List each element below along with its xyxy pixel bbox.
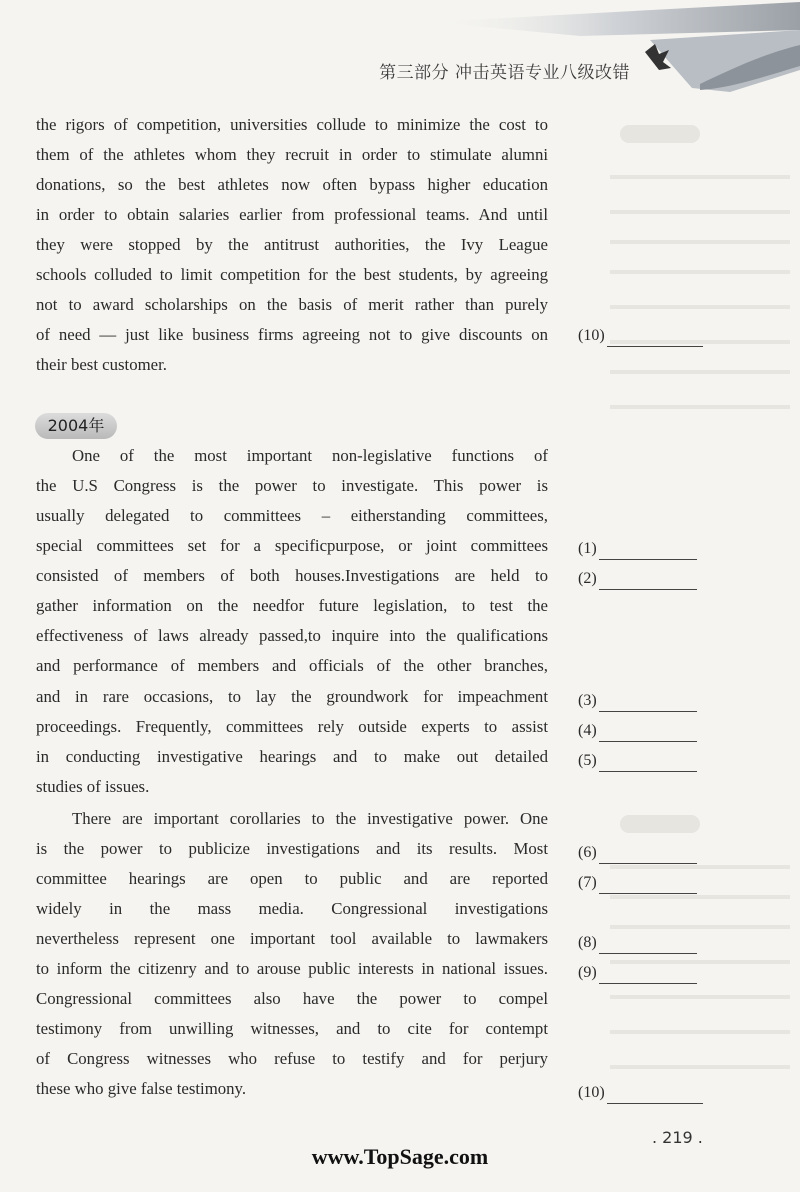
blank-number: (10) (578, 327, 605, 344)
blank-underline (599, 937, 697, 954)
text-line: committee hearings are open to public and are reported (36, 869, 548, 888)
blank-underline (607, 1087, 703, 1104)
blank-underline (599, 725, 697, 742)
text-line: widely in the mass media. Congressional investigations (36, 899, 548, 918)
section-2-paragraph-1 (36, 441, 548, 801)
answer-blank-4[interactable] (578, 720, 703, 742)
text-line: is the power to publicize investigations and its results. Most (36, 839, 548, 858)
text-line: One of the most important non-legislative functions of (72, 446, 548, 465)
text-line: consisted of members of both houses.Investigations are held to (36, 566, 548, 585)
blank-underline (599, 967, 697, 984)
blank-underline (599, 573, 697, 590)
blank-number: (2) (578, 570, 597, 587)
blank-number: (6) (578, 844, 597, 861)
blank-underline (599, 543, 697, 560)
text-line: donations, so the best athletes now often bypass higher education (36, 175, 548, 194)
text-line: Congressional committees also have the power to compel (36, 989, 548, 1008)
text-line: in order to obtain salaries earlier from professional teams. And until (36, 205, 548, 224)
answer-blank-8[interactable] (578, 932, 703, 954)
text-line: them of the athletes whom they recruit in order to stimulate alumni (36, 145, 548, 164)
answer-blank-10[interactable] (578, 1082, 703, 1104)
text-line: not to award scholarships on the basis of merit rather than purely (36, 295, 548, 314)
answer-blank-2[interactable] (578, 568, 703, 590)
text-line: usually delegated to committees – eitherstanding committees, (36, 506, 548, 525)
year-badge: 2004年 (35, 413, 117, 439)
answer-blank-9[interactable] (578, 962, 703, 984)
answer-blank-5[interactable] (578, 750, 703, 772)
text-line: of need — just like business firms agreeing not to give discounts on (36, 325, 548, 344)
text-line: effectiveness of laws already passed,to inquire into the qualifications (36, 626, 548, 645)
blank-number: (3) (578, 692, 597, 709)
text-line: proceedings. Frequently, committees rely outside experts to assist (36, 717, 548, 736)
footer-url: www.TopSage.com (311, 1144, 489, 1169)
blank-number: (4) (578, 722, 597, 739)
blank-number: (5) (578, 752, 597, 769)
page-number: . 219 . (652, 1128, 703, 1147)
header-title: 第三部分 冲击英语专业八级改错 (379, 63, 630, 83)
section-2-paragraph-2 (36, 804, 548, 1104)
text-line: the U.S Congress is the power to investigate. This power is (36, 476, 548, 495)
text-line: and performance of members and officials of the other branches, (36, 656, 548, 675)
text-line: There are important corollaries to the investigative power. One (72, 809, 548, 828)
text-line: gather information on the needfor future legislation, to test the (36, 596, 548, 615)
section-1-passage (36, 110, 548, 380)
blank-number: (7) (578, 874, 597, 891)
blank-number: (10) (578, 1084, 605, 1101)
text-line: and in rare occasions, to lay the groundwork for impeachment (36, 687, 548, 706)
text-line: the rigors of competition, universities collude to minimize the cost to (36, 115, 548, 134)
answer-blank-6[interactable] (578, 842, 703, 864)
text-line: these who give false testimony. (36, 1079, 247, 1098)
text-line: in conducting investigative hearings and to make out detailed (36, 747, 548, 766)
blank-underline (599, 755, 697, 772)
blank-number: (8) (578, 934, 597, 951)
answer-blank-1[interactable] (578, 538, 703, 560)
text-line: of Congress witnesses who refuse to testify and for perjury (36, 1049, 548, 1068)
text-line: studies of issues. (36, 777, 150, 796)
blank-underline (599, 847, 697, 864)
blank-number: (1) (578, 540, 597, 557)
answer-blank-7[interactable] (578, 872, 703, 894)
answer-blank-3[interactable] (578, 690, 703, 712)
text-line: their best customer. (36, 355, 167, 374)
blank-number: (9) (578, 964, 597, 981)
text-line: schools colluded to limit competition for the best students, by agreeing (36, 265, 548, 284)
text-line: to inform the citizenry and to arouse public interests in national issues. (36, 959, 548, 978)
blank-underline (607, 330, 703, 347)
text-line: testimony from unwilling witnesses, and to cite for contempt (36, 1019, 548, 1038)
text-line: nevertheless represent one important tool available to lawmakers (36, 929, 548, 948)
blank-underline (599, 877, 697, 894)
blank-underline (599, 695, 697, 712)
text-line: special committees set for a specificpurpose, or joint committees (36, 536, 548, 555)
answer-blank-10-section-1[interactable] (578, 325, 703, 347)
text-line: they were stopped by the antitrust authorities, the Ivy League (36, 235, 548, 254)
